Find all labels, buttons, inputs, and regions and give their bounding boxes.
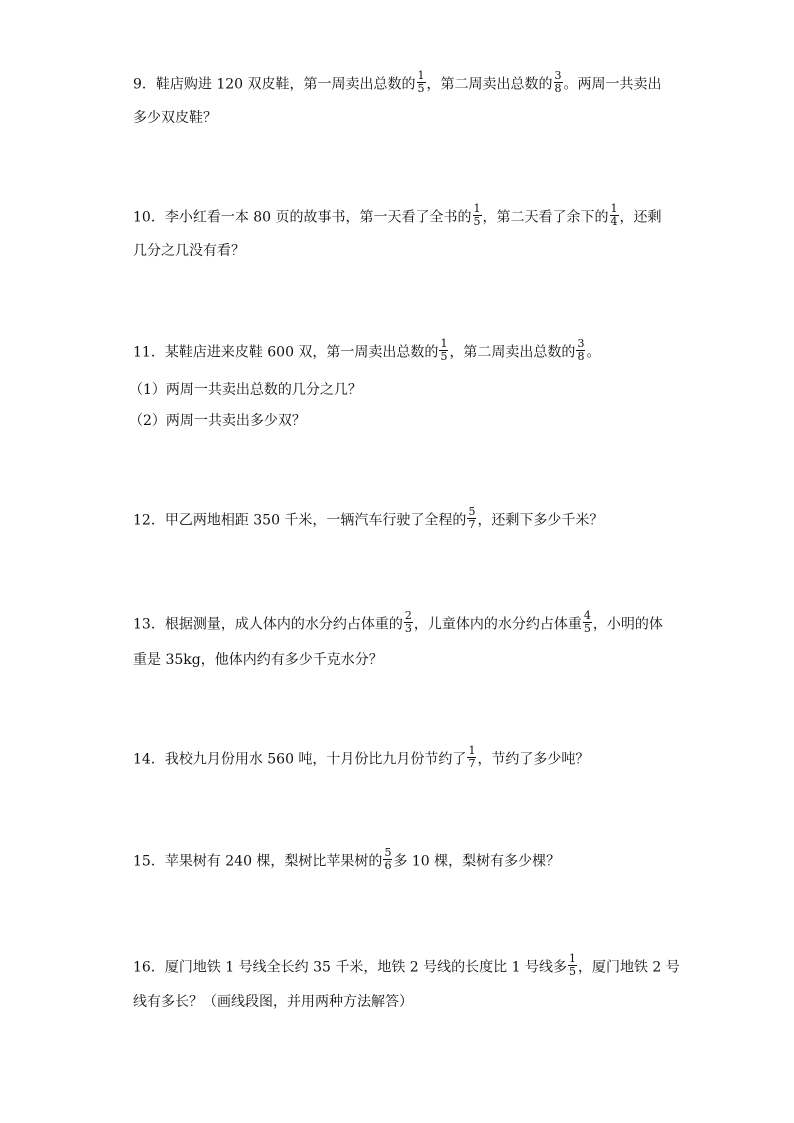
fraction <box>467 506 476 531</box>
problem-text: 10．李小红看一本 80 页的故事书，第一天看了全书的 <box>133 209 472 226</box>
problem-text: 14．我校九月份用水 560 吨，十月份比九月份节约了 <box>133 751 467 768</box>
fraction <box>467 745 476 770</box>
fraction <box>610 203 619 228</box>
fraction <box>417 70 426 95</box>
fraction-numerator: 1 <box>417 69 425 82</box>
fraction-denominator: 7 <box>468 757 476 770</box>
problem-text: 13．根据测量，成人体内的水分约占体重的 <box>133 616 403 633</box>
problem-text: ，第二周卖出总数的 <box>426 76 553 93</box>
problem-text: 多少双皮鞋？ <box>133 110 217 126</box>
fraction-denominator: 8 <box>577 350 585 363</box>
problem-text: ，还剩下多少千米？ <box>477 512 604 529</box>
fraction-numerator: 3 <box>577 337 585 350</box>
problem-16-line-1 <box>133 952 680 980</box>
problem-13-line-2 <box>133 650 383 670</box>
fraction-numerator: 1 <box>610 202 618 215</box>
problem-text: ，小明的体 <box>592 616 663 633</box>
fraction-denominator: 5 <box>583 622 591 635</box>
problem-10-line-2 <box>133 241 245 261</box>
fraction-denominator: 7 <box>468 518 476 531</box>
problem-text: 16．厦门地铁 1 号线全长约 35 千米，地铁 2 号线的长度比 1 号线多 <box>133 959 567 976</box>
sub-question-1: （1）两周一共卖出总数的几分之几？ <box>129 382 362 398</box>
fraction <box>383 847 392 872</box>
fraction-denominator: 5 <box>417 82 425 95</box>
fraction-denominator: 6 <box>384 859 392 872</box>
fraction-denominator: 3 <box>404 622 412 635</box>
problem-text: ，厦门地铁 2 号 <box>577 959 680 976</box>
problem-text: 多 10 棵，梨树有多少棵？ <box>393 853 561 870</box>
problem-text: ，第二天看了余下的 <box>482 209 609 226</box>
sub-question-2: （2）两周一共卖出多少双？ <box>129 413 306 429</box>
problem-text: 9．鞋店购进 120 双皮鞋，第一周卖出总数的 <box>133 76 416 93</box>
fraction <box>554 70 563 95</box>
problem-15-line-1 <box>133 846 561 874</box>
fraction-denominator: 4 <box>610 215 618 228</box>
problem-12-line-1 <box>133 505 604 533</box>
fraction-denominator: 5 <box>473 215 481 228</box>
problem-text: 重是 35kg，他体内约有多少千克水分？ <box>133 652 383 668</box>
fraction-numerator: 1 <box>440 337 448 350</box>
fraction-numerator: 1 <box>473 202 481 215</box>
fraction <box>576 338 585 363</box>
fraction-numerator: 1 <box>568 952 576 965</box>
fraction-denominator: 8 <box>554 82 562 95</box>
fraction-numerator: 3 <box>554 69 562 82</box>
fraction-numerator: 5 <box>384 846 392 859</box>
problem-10-line-1 <box>133 202 662 230</box>
fraction <box>439 338 448 363</box>
fraction-denominator: 5 <box>568 965 576 978</box>
fraction <box>583 610 592 635</box>
problem-text: 几分之几没有看？ <box>133 243 245 259</box>
problem-9-line-1 <box>133 69 662 97</box>
fraction-numerator: 4 <box>583 609 591 622</box>
problem-text: ，还剩 <box>619 209 662 226</box>
fraction-numerator: 2 <box>404 609 412 622</box>
problem-text: 线有多长？（画线段图，并用两种方法解答） <box>133 994 413 1010</box>
problem-13-line-1 <box>133 609 663 637</box>
problem-text: 11．某鞋店进来皮鞋 600 双，第一周卖出总数的 <box>133 344 439 361</box>
problem-text: ，节约了多少吨？ <box>477 751 590 768</box>
problem-11-line-1 <box>133 337 601 365</box>
problem-text: ，第二周卖出总数的 <box>449 344 576 361</box>
problem-16-line-2 <box>133 992 413 1012</box>
fraction-numerator: 5 <box>468 505 476 518</box>
problem-text: 。两周一共卖出 <box>563 76 662 93</box>
problem-9-line-2 <box>133 108 217 128</box>
fraction <box>568 953 577 978</box>
fraction <box>473 203 482 228</box>
problem-text: 12．甲乙两地相距 350 千米，一辆汽车行驶了全程的 <box>133 512 467 529</box>
problem-text: 。 <box>586 344 601 361</box>
problem-text: ，儿童体内的水分约占体重 <box>413 616 582 633</box>
problem-14-line-1 <box>133 744 590 772</box>
fraction-denominator: 5 <box>440 350 448 363</box>
fraction <box>404 610 413 635</box>
fraction-numerator: 1 <box>468 744 476 757</box>
problem-text: 15．苹果树有 240 棵，梨树比苹果树的 <box>133 853 383 870</box>
